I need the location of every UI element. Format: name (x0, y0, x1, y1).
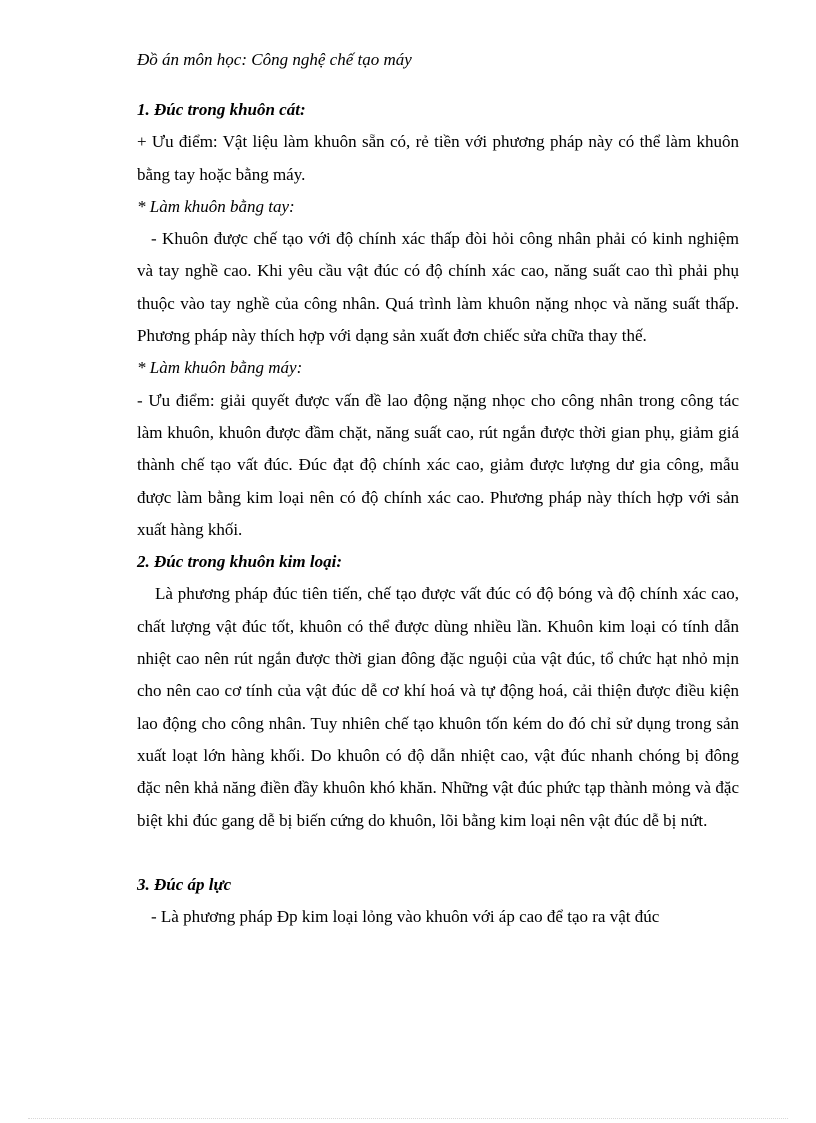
section-3-heading: 3. Đúc áp lực (137, 874, 232, 894)
page-bottom-divider (28, 1118, 788, 1119)
page-header: Đồ án môn học: Công nghệ chế tạo máy (137, 50, 412, 69)
section-1-by-machine-label: * Làm khuôn bằng máy: (137, 358, 303, 378)
section-1-heading: 1. Đúc trong khuôn cát: (137, 100, 306, 119)
section-1-by-machine-text: - Ưu điểm: giải quyết được vấn đề lao động nặng nhọc cho công nhân trong công tác làm khuôn, khuôn được đầm chặt, năng suất cao, rút ngắn được thời gian phụ, giảm giá thành chế tạo vất đúc. Đúc đạt độ chính xác cao, giảm được lượng dư gia công, mẫu được làm bằng kim loại nên có độ chính xác cao. Phương pháp này thích hợp với sản xuất hàng khối. (137, 390, 739, 539)
section-1-advantage: + Ưu điểm: Vật liệu làm khuôn sẵn có, rẻ tiền với phương pháp này có thể làm khuôn bằng tay hoặc bằng máy. (137, 132, 739, 184)
section-3-text: - Là phương pháp Đp kim loại lỏng vào khuôn với áp cao để tạo ra vật đúc (151, 907, 660, 927)
section-2-text: Là phương pháp đúc tiên tiến, chế tạo được vất đúc có độ bóng và độ chính xác cao, chất lượng vật đúc tốt, khuôn có thể được dùng nhiều lần. Khuôn kim loại có tính dẫn nhiệt cao nên rút ngắn được thời gian đông đặc nguội của vật đúc, tổ chức hạt nhỏ mịn cho nên cao cơ tính của vật đúc dễ cơ khí hoá và tự động hoá, cải thiện được điều kiện lao động cho công nhân. Tuy nhiên chế tạo khuôn tốn kém do đó chỉ sử dụng trong sản xuất loạt lớn hàng khối. Do khuôn có độ dẫn nhiệt cao, vật đúc nhanh chóng bị đông đặc nên khả năng điền đầy khuôn khó khăn. Những vật đúc phức tạp thành mỏng và đặc biệt khi đúc gang dễ bị biến cứng do khuôn, lõi bằng kim loại nên vật đúc dễ bị nứt. (137, 584, 739, 830)
section-1-by-hand-label: * Làm khuôn bằng tay: (137, 196, 295, 216)
section-1-by-hand-text: - Khuôn được chế tạo với độ chính xác thấp đòi hỏi công nhân phải có kinh nghiệm và tay nghề cao. Khi yêu cầu vật đúc có độ chính xác cao, năng suất cao thì phải phụ thuộc vào tay nghề của công nhân. Quá trình làm khuôn nặng nhọc và năng suất thấp. Phương pháp này thích hợp với dạng sản xuất đơn chiếc sửa chữa thay thế. (137, 229, 739, 346)
paragraph-gap (137, 837, 739, 869)
document-body (137, 94, 739, 933)
section-2-heading: 2. Đúc trong khuôn kim loại: (137, 552, 342, 572)
